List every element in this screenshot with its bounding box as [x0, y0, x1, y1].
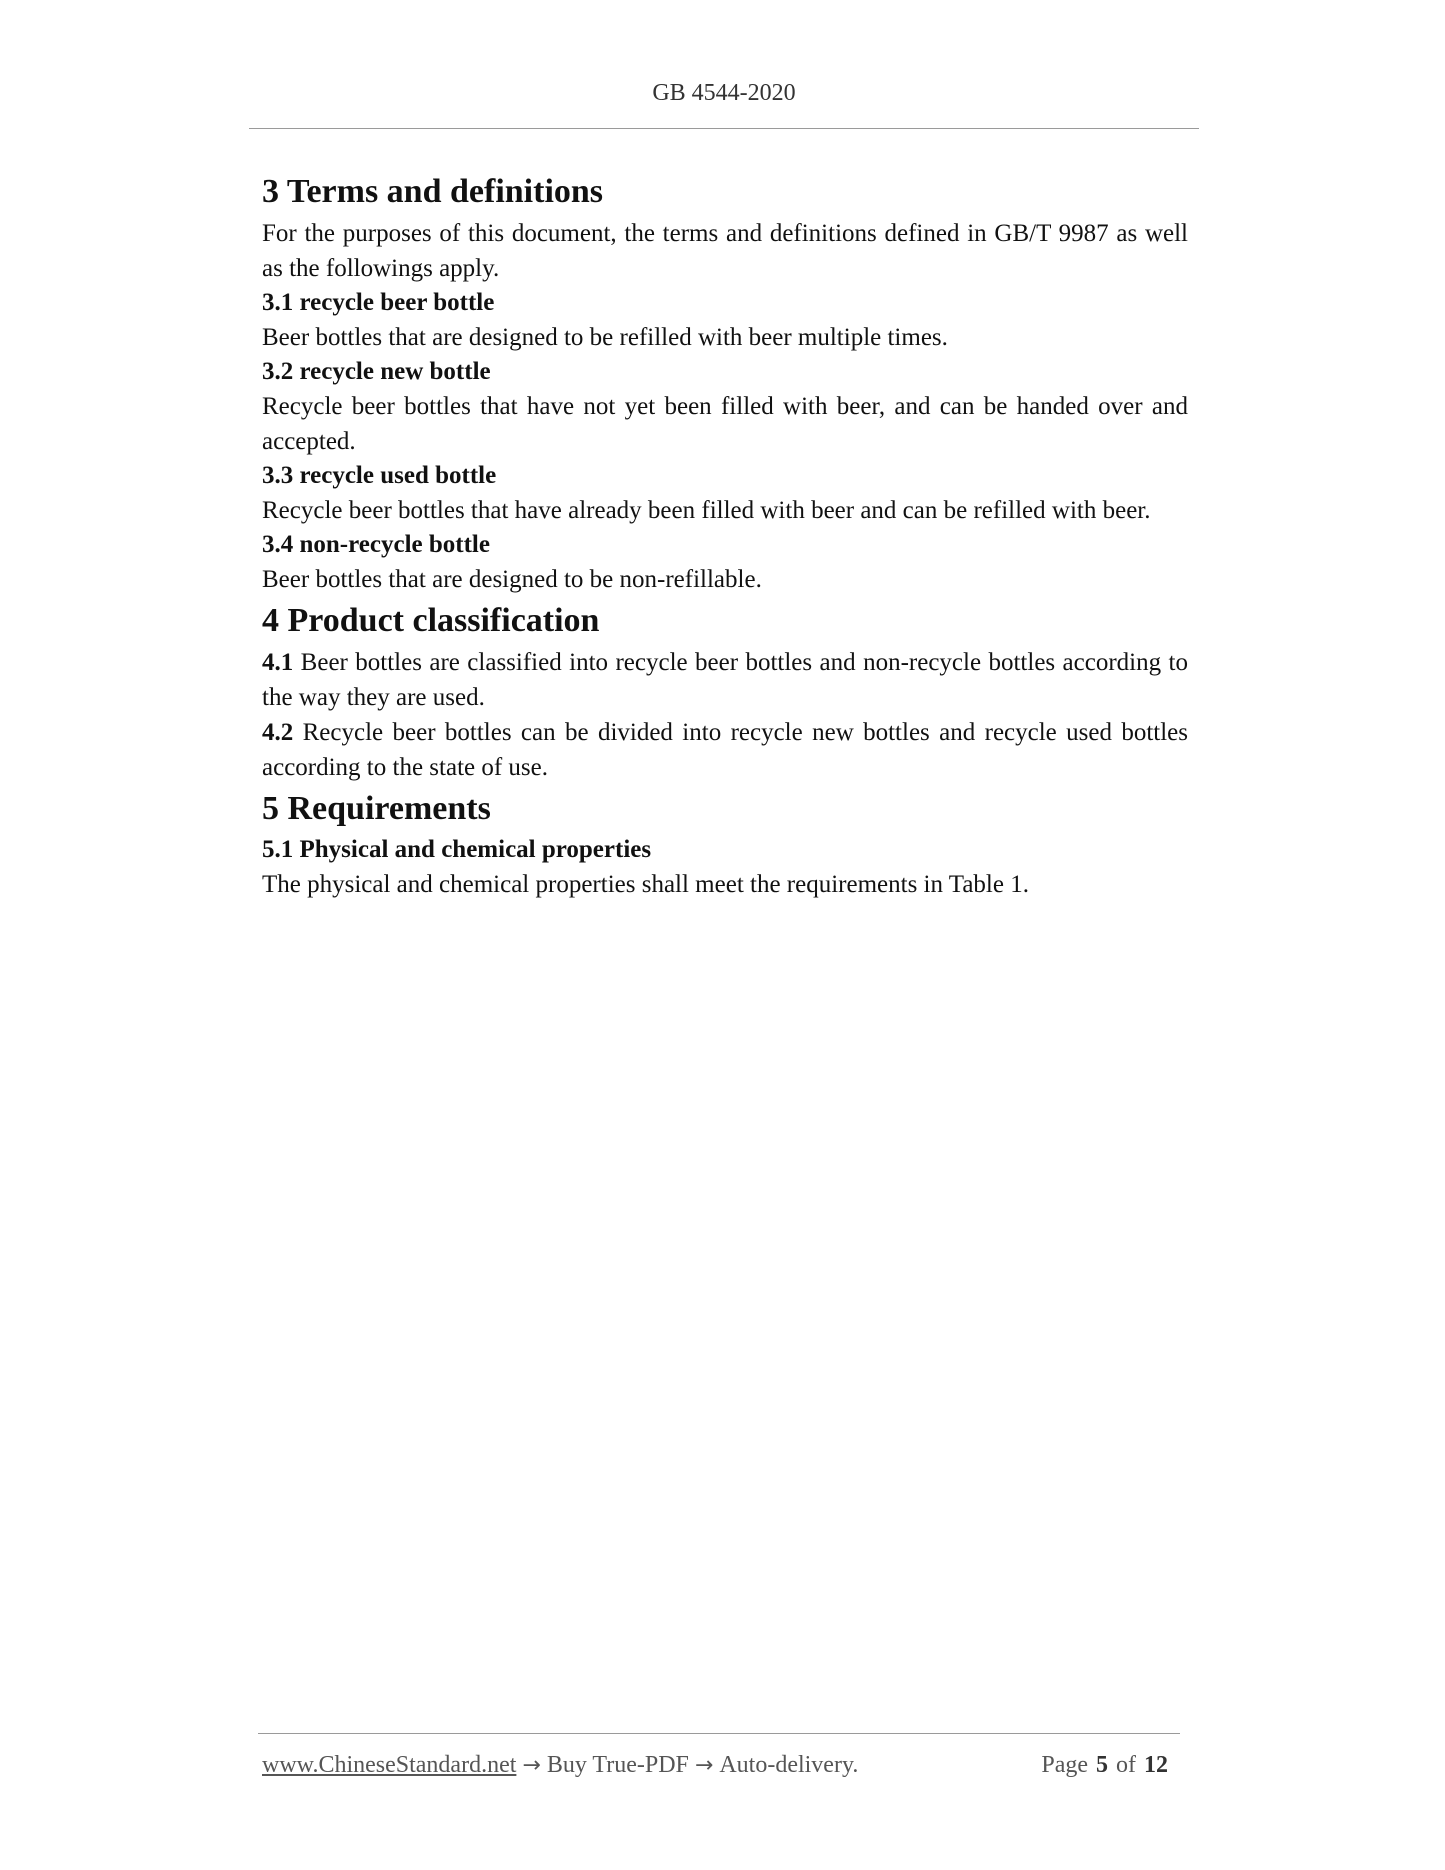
term-3-4-definition: Beer bottles that are designed to be non-refillable. [262, 566, 762, 593]
site-link[interactable]: www.ChineseStandard.net [262, 1752, 517, 1778]
right-arrow-icon: → [522, 1753, 541, 1778]
page-total: 12 [1144, 1752, 1168, 1778]
section-5-title: 5 Requirements [262, 790, 491, 827]
page-header [249, 80, 1199, 129]
page-of-label: of [1116, 1752, 1136, 1778]
page-indicator [1041, 1752, 1176, 1779]
section-3-title: 3 Terms and definitions [262, 173, 604, 210]
standard-code: GB 4544-2020 [652, 80, 796, 106]
clause-4-2 [262, 715, 1188, 785]
term-3-1-title: 3.1 recycle beer bottle [262, 289, 495, 316]
term-3-2-title: 3.2 recycle new bottle [262, 358, 491, 385]
term-3-2-definition: Recycle beer bottles that have not yet been filled with beer, and can be handed over and accepted. [262, 393, 1188, 455]
term-3-4-title: 3.4 non-recycle bottle [262, 531, 490, 558]
section-3-intro: For the purposes of this document, the terms and definitions defined in GB/T 9987 as well as the followings apply. [262, 220, 1188, 282]
document-body [262, 168, 1188, 902]
buy-label: Buy True-PDF [546, 1752, 689, 1778]
delivery-label: Auto-delivery. [719, 1752, 859, 1778]
page-label: Page [1041, 1752, 1088, 1778]
term-3-1-definition: Beer bottles that are designed to be refilled with beer multiple times. [262, 324, 948, 351]
clause-4-2-number: 4.2 [262, 719, 294, 746]
clause-4-2-text: Recycle beer bottles can be divided into recycle new bottles and recycle used bottles according to the state of use. [262, 719, 1188, 781]
clause-4-1-text: Beer bottles are classified into recycle beer bottles and non-recycle bottles according to the way they are used. [262, 649, 1188, 711]
term-3-3-definition: Recycle beer bottles that have already been filled with beer and can be refilled with beer. [262, 497, 1151, 524]
clause-4-1-number: 4.1 [262, 649, 294, 676]
right-arrow-icon: → [694, 1753, 714, 1778]
footer-promo [262, 1752, 858, 1779]
clause-4-1 [262, 645, 1188, 715]
page-footer [258, 1733, 1180, 1794]
subsection-5-1-text: The physical and chemical properties shall meet the requirements in Table 1. [262, 871, 1029, 898]
section-4-title: 4 Product classification [262, 602, 600, 639]
page-current: 5 [1096, 1752, 1108, 1778]
subsection-5-1-title: 5.1 Physical and chemical properties [262, 836, 652, 863]
term-3-3-title: 3.3 recycle used bottle [262, 462, 497, 489]
